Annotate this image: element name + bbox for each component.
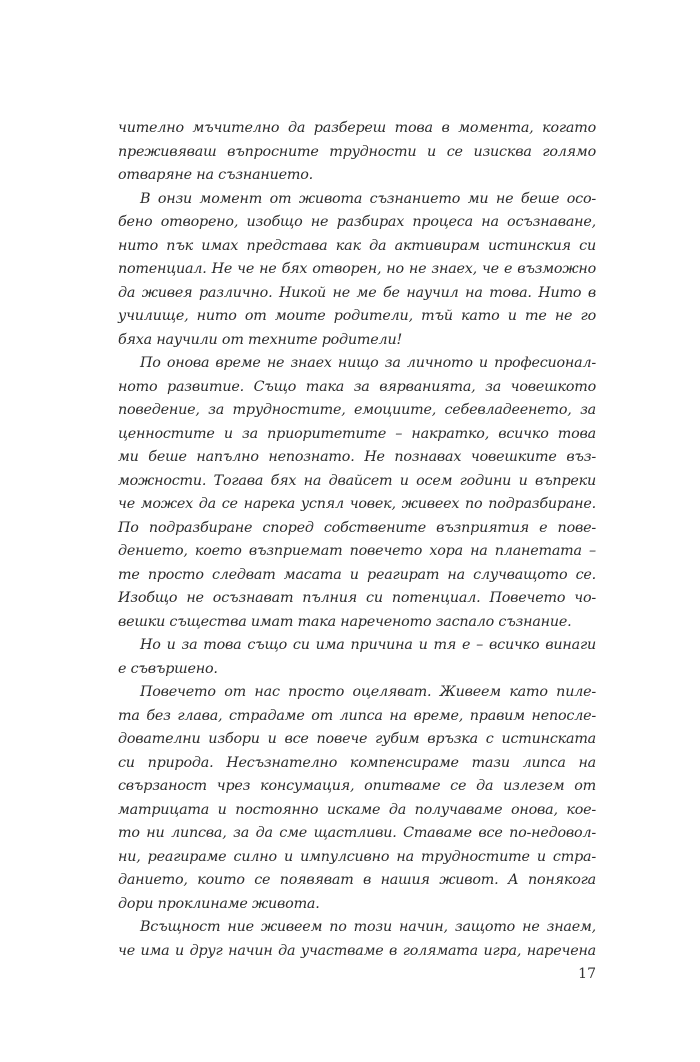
text-line: ни, реагираме силно и импулсивно на трудностите и стра-: [118, 848, 596, 865]
text-line: ното развитие. Също така за вярванията, за човешкото: [118, 378, 596, 395]
text-line: По подразбиране според собствените възприятия е пове-: [118, 519, 596, 536]
page-number: 17: [578, 966, 596, 982]
text-line: Изобщо не осъзнават пълния си потенциал. Повечето чо-: [118, 590, 596, 606]
text-line: отваряне на съзнанието.: [118, 167, 314, 183]
text-line: можности. Тогава бях на двайсет и осем години и въпреки: [118, 472, 596, 489]
text-line: По онова време не знаех нищо за личното и професионал-: [140, 355, 596, 371]
text-line: дението, което възприемат повечето хора на планетата –: [118, 543, 596, 559]
text-line: то ни липсва, за да сме щастливи. Ставаме все по-недовол-: [118, 825, 596, 841]
text-line: чително мъчително да разбереш това в момента, когато: [118, 120, 596, 136]
text-line: ценностите и за приоритетите – накратко, всичко това: [118, 425, 596, 442]
text-line: ми беше напълно непознато. Не познавах човешките въз-: [118, 449, 596, 465]
text-line: В онзи момент от живота съзнанието ми не беше осо-: [140, 190, 596, 207]
body-text: [118, 117, 596, 963]
text-line: вешки същества имат така нареченото заспало съзнание.: [118, 613, 572, 630]
text-line: че има и друг начин да участваме в голямата игра, наречена: [118, 942, 596, 959]
text-line: та без глава, страдаме от липса на време, правим непосле-: [118, 707, 596, 724]
text-line: че можех да се нарека успял човек, живеех по подразбиране.: [118, 496, 596, 512]
text-line: те просто следват масата и реагират на случващото се.: [118, 566, 596, 583]
text-line: Всъщност ние живеем по този начин, защото не знаем,: [140, 919, 596, 935]
text-line: матрицата и постоянно искаме да получаваме онова, кое-: [118, 801, 596, 818]
text-line: данието, които се появяват в нашия живот. А понякога: [118, 872, 596, 888]
text-line: дователни избори и все повече губим връзка с истинската: [118, 731, 596, 747]
text-line: свързаност чрез консумация, опитваме се да излезем от: [118, 778, 596, 794]
text-line: да живея различно. Никой не ме бе научил на това. Нито в: [118, 284, 596, 301]
text-line: Но и за това също си има причина и тя е – всичко винаги: [140, 637, 596, 653]
text-line: потенциал. Не че не бях отворен, но не знаех, че е възможно: [118, 261, 596, 277]
text-line: дори проклинаме живота.: [118, 895, 320, 912]
text-line: нито пък имах представа как да активирам истинския си: [118, 237, 596, 254]
text-line: поведение, за трудностите, емоциите, себевладеенето, за: [118, 402, 596, 418]
text-line: бяха научили от техните родители!: [118, 331, 402, 348]
text-line: бено отворено, изобщо не разбирах процеса на осъзнаване,: [118, 214, 596, 230]
text-line: си природа. Несъзнателно компенсираме тази липса на: [118, 754, 596, 771]
text-line: Повечето от нас просто оцеляват. Живеем като пиле-: [140, 684, 596, 700]
text-line: преживяваш въпросните трудности и се изисква голямо: [118, 143, 596, 160]
text-line: е съвършено.: [118, 660, 218, 677]
text-line: училище, нито от моите родители, тъй като и те не го: [118, 308, 596, 324]
